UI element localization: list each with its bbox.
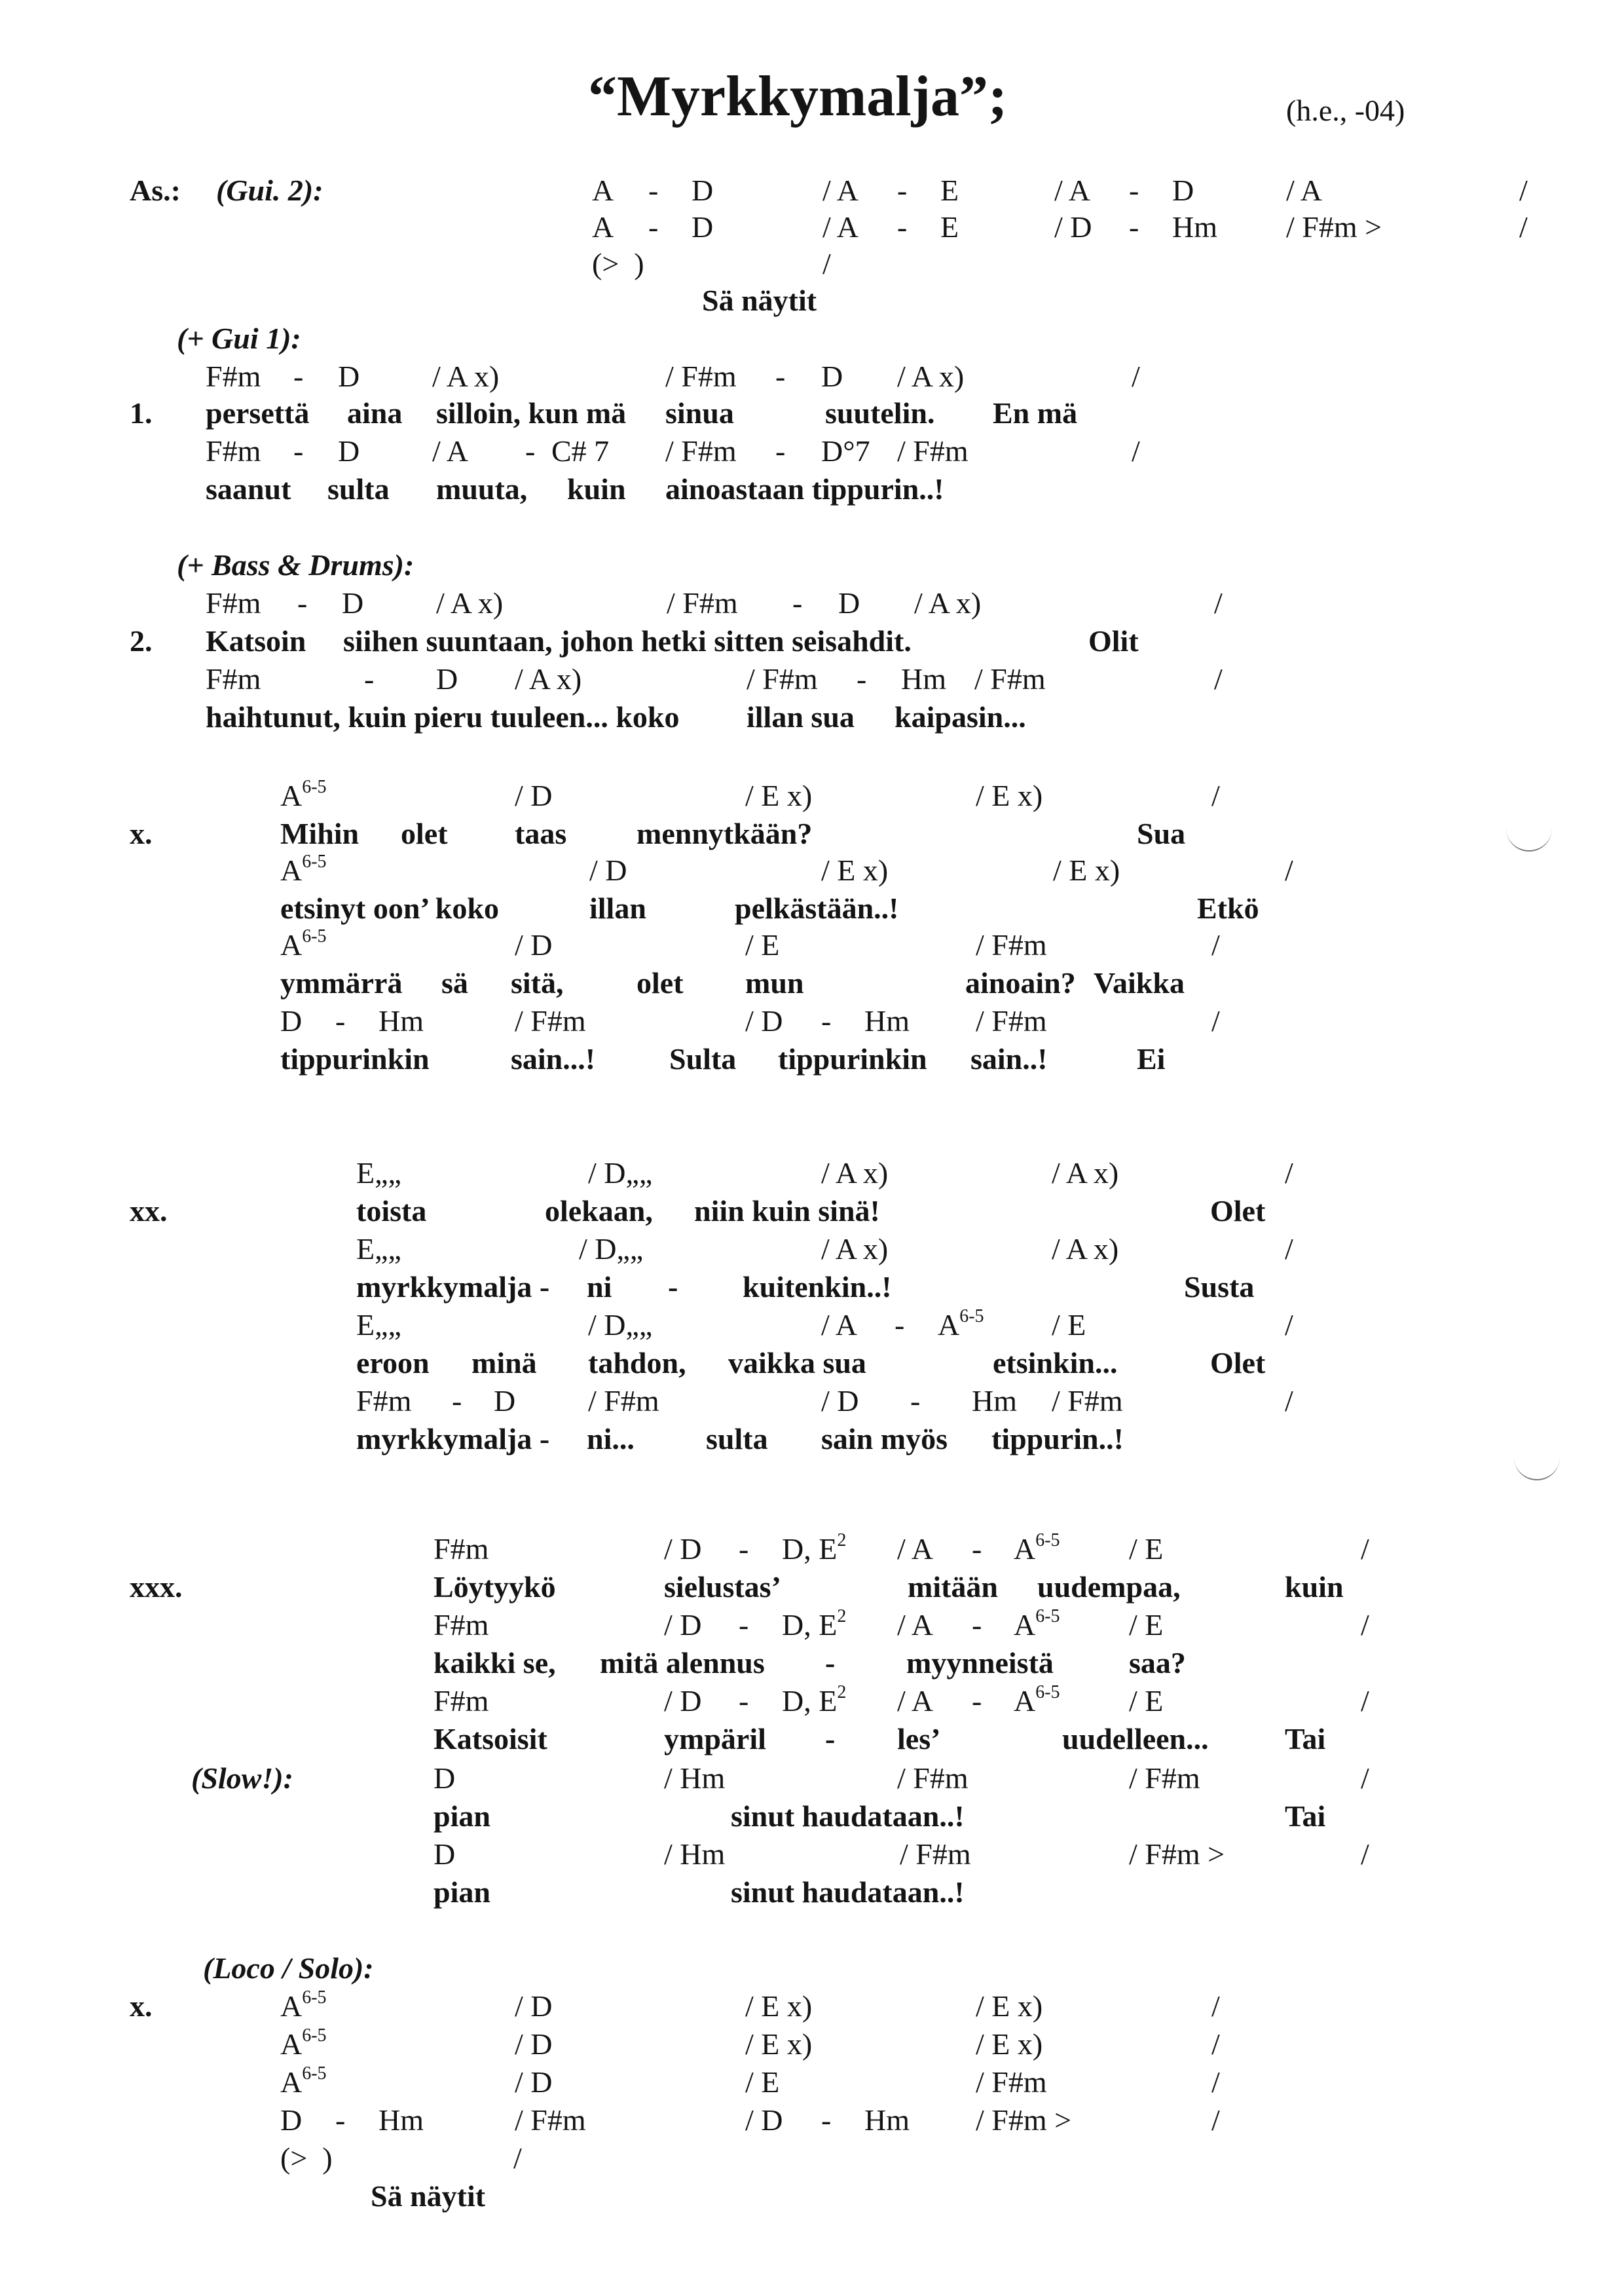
chord: / F#m xyxy=(976,928,1047,962)
lyric: kuin xyxy=(1285,1570,1344,1604)
lyric: sain..! xyxy=(970,1042,1048,1076)
chord: / A xyxy=(897,1532,933,1566)
chord: Hm xyxy=(864,1004,910,1038)
lyric: myynneistä xyxy=(906,1646,1054,1680)
chord: / E xyxy=(1129,1684,1164,1718)
lyric: tippurin..! xyxy=(991,1422,1124,1455)
chord-dash: - xyxy=(910,1384,921,1417)
chord: C# 7 xyxy=(551,434,610,468)
chord: / D xyxy=(1054,210,1092,244)
chord: Hm xyxy=(901,662,946,696)
punch-hole-mark xyxy=(1514,1453,1560,1480)
chord: / F#m xyxy=(665,360,737,393)
lyric: sitä, xyxy=(511,966,564,1000)
lyric: olekaan, xyxy=(545,1194,653,1228)
chord: / F#m xyxy=(1129,1761,1200,1795)
chord: / A x) xyxy=(436,586,504,620)
lyric: saanut xyxy=(206,472,291,506)
lyric: ainoain? xyxy=(965,966,1076,1000)
lyric: les’ xyxy=(897,1722,941,1755)
bar-line: / xyxy=(1285,854,1293,887)
chord: (> ) xyxy=(592,247,644,280)
chord: D xyxy=(821,360,843,393)
chord: / A xyxy=(822,174,858,207)
chord: / E x) xyxy=(976,1989,1043,2023)
chord-a6-5: $A^{6-5}$ xyxy=(1014,1682,1060,1718)
chord: / F#m xyxy=(897,1761,969,1795)
chord: D xyxy=(342,586,364,620)
bar-line: / xyxy=(1211,779,1220,812)
lyric: pian xyxy=(434,1875,490,1909)
chord: D xyxy=(434,1837,456,1871)
lyric: Olet xyxy=(1210,1346,1266,1380)
bar-line: / xyxy=(1211,1004,1220,1038)
chord: / F#m xyxy=(747,662,818,696)
chord-dash: - xyxy=(897,210,908,244)
chord: F#m xyxy=(434,1608,489,1642)
chord-dash: - xyxy=(792,586,803,620)
punch-hole-mark xyxy=(1506,824,1552,852)
chord: / D xyxy=(745,1004,783,1038)
chord: / D xyxy=(515,928,553,962)
lyric: Susta xyxy=(1184,1270,1255,1304)
chord-dash: - xyxy=(364,662,375,696)
intro-label: As.: xyxy=(130,174,181,207)
chord: / F#m xyxy=(588,1384,659,1417)
lyric: uudelleen... xyxy=(1062,1722,1209,1755)
lyric: - xyxy=(825,1646,836,1680)
chord-d-e2: D, $E^2$ xyxy=(782,1530,847,1566)
lyric: myrkkymalja - xyxy=(356,1270,550,1304)
chord: / F#m xyxy=(1052,1384,1123,1417)
chord-a6-5: $A^{6-5}$ xyxy=(280,2025,327,2061)
chord: F#m xyxy=(434,1684,489,1718)
lyric: En mä xyxy=(993,396,1078,430)
chord: D xyxy=(494,1384,516,1417)
lyric: niin kuin sinä! xyxy=(694,1194,880,1228)
chord: / D xyxy=(515,1989,553,2023)
chord: / F#m > xyxy=(1129,1837,1225,1871)
chord: / A x) xyxy=(914,586,982,620)
chord-a6-5: $A^{6-5}$ xyxy=(280,926,327,962)
chord: / D xyxy=(515,779,553,812)
chord: / A xyxy=(432,434,468,468)
chord: / Hm xyxy=(664,1761,726,1795)
chord-dash: - xyxy=(1129,174,1139,207)
chord: / A x) xyxy=(1052,1156,1119,1190)
lyric: olet xyxy=(637,966,684,1000)
chord-dash: - xyxy=(775,434,786,468)
chord: D xyxy=(280,2103,303,2137)
chord-d-e2: D, $E^2$ xyxy=(782,1606,847,1642)
chord: / Hm xyxy=(664,1837,726,1871)
lyric: persettä xyxy=(206,396,310,430)
chord-dash: - xyxy=(335,2103,346,2137)
chord-dash: - xyxy=(1129,210,1139,244)
intro-pickup-lyric: Sä näytit xyxy=(702,284,817,317)
chord: / D xyxy=(664,1684,702,1718)
lyric: kaikki se, xyxy=(434,1646,556,1680)
chord: / F#m xyxy=(665,434,737,468)
lyric: suutelin. xyxy=(825,396,935,430)
chord-dash: - xyxy=(972,1684,982,1718)
chord: / A xyxy=(1054,174,1090,207)
chord-dash: - xyxy=(895,1308,905,1342)
lyric: sain...! xyxy=(511,1042,596,1076)
chord-dash: - xyxy=(335,1004,346,1038)
lyric: etsinkin... xyxy=(993,1346,1118,1380)
bar-line: / xyxy=(1211,2065,1220,2099)
chord: / F#m > xyxy=(1286,210,1382,244)
chord-a6-5: $A^{6-5}$ xyxy=(1014,1530,1060,1566)
chord: / F#m xyxy=(974,662,1046,696)
chord: D xyxy=(1172,174,1194,207)
chord: E xyxy=(940,210,959,244)
verse2-number: 2. xyxy=(130,624,153,658)
chord-dash: - xyxy=(648,210,659,244)
chord: D xyxy=(436,662,458,696)
chord: E„„ xyxy=(356,1156,401,1190)
bar-line: / xyxy=(513,2141,522,2175)
chord: / E x) xyxy=(1053,854,1120,887)
chord: F#m xyxy=(206,586,261,620)
chord: / E xyxy=(745,2065,780,2099)
bar-line: / xyxy=(1132,434,1140,468)
chord: / A xyxy=(822,210,858,244)
chord-dash: - xyxy=(293,434,304,468)
lyric: toista xyxy=(356,1194,427,1228)
chord: D xyxy=(338,434,360,468)
chord-dash: - xyxy=(775,360,786,393)
chord: / A xyxy=(897,1608,933,1642)
chord: / A x) xyxy=(897,360,965,393)
chord: / A xyxy=(821,1308,857,1342)
lyric: tippurinkin xyxy=(280,1042,430,1076)
chord-dash: - xyxy=(297,586,308,620)
chord: / E xyxy=(1129,1608,1164,1642)
bar-line: / xyxy=(1361,1761,1369,1795)
lyric: Etkö xyxy=(1197,892,1259,925)
chord: / E x) xyxy=(745,1989,813,2023)
chord-dash: - xyxy=(739,1684,749,1718)
lyric: mennytkään? xyxy=(637,817,813,850)
chord: / A x) xyxy=(821,1156,889,1190)
verse1-number: 1. xyxy=(130,396,153,430)
chord: A xyxy=(592,174,614,207)
chord: / F#m xyxy=(667,586,738,620)
chord: / E xyxy=(1129,1532,1164,1566)
lyric: Vaikka xyxy=(1094,966,1185,1000)
solo-pickup-lyric: Sä näytit xyxy=(371,2179,486,2213)
lyric: vaikka sua xyxy=(728,1346,866,1380)
chord: F#m xyxy=(206,662,261,696)
chord-dash: - xyxy=(452,1384,462,1417)
chord-a6-5: $A^{6-5}$ xyxy=(1014,1606,1060,1642)
chord: / F#m xyxy=(515,1004,586,1038)
chord: F#m xyxy=(356,1384,412,1417)
chord: / F#m > xyxy=(976,2103,1072,2137)
chord: F#m xyxy=(434,1532,489,1566)
lyric: Tai xyxy=(1285,1722,1326,1755)
lyric: silloin, kun mä xyxy=(436,396,627,430)
bar-line: / xyxy=(1211,1989,1220,2023)
lyric: mun xyxy=(745,966,804,1000)
chord-a6-5: $A^{6-5}$ xyxy=(280,852,327,887)
lyric: sain myös xyxy=(821,1422,948,1455)
bar-line: / xyxy=(1519,174,1528,207)
lyric: siihen suuntaan, johon hetki sitten seisahdit. xyxy=(343,624,912,658)
chord-dash: - xyxy=(648,174,659,207)
lyric: Tai xyxy=(1285,1799,1326,1833)
chord: D xyxy=(280,1004,303,1038)
lyric: Löytyykö xyxy=(434,1570,556,1604)
chord: / E x) xyxy=(976,2027,1043,2061)
lyric: Olet xyxy=(1210,1194,1266,1228)
bar-line: / xyxy=(1361,1837,1369,1871)
lyric: olet xyxy=(401,817,448,850)
chord: / F#m xyxy=(976,1004,1047,1038)
lyric: uudempaa, xyxy=(1037,1570,1181,1604)
chord-dash: - xyxy=(972,1532,982,1566)
chord: / D„„ xyxy=(588,1156,653,1190)
chord: D xyxy=(338,360,360,393)
chord: / A x) xyxy=(515,662,582,696)
bridge-number: xxx. xyxy=(130,1570,183,1604)
chord-a6-5: $A^{6-5}$ xyxy=(280,1987,327,2023)
chord: F#m xyxy=(206,360,261,393)
chord: Hm xyxy=(378,1004,424,1038)
lyric: illan sua xyxy=(747,700,855,734)
chord-dash: - xyxy=(739,1532,749,1566)
chord-d-e2: D, $E^2$ xyxy=(782,1682,847,1718)
chord: D xyxy=(838,586,860,620)
chord: / E xyxy=(1052,1308,1086,1342)
lyric: sielustas’ xyxy=(664,1570,781,1604)
chord: E„„ xyxy=(356,1308,401,1342)
lyric: haihtunut, kuin pieru tuuleen... koko xyxy=(206,700,680,734)
chord: F#m xyxy=(206,434,261,468)
lyric: mitään xyxy=(908,1570,998,1604)
lyric: kaipasin... xyxy=(895,700,1026,734)
chord-dash: - xyxy=(739,1608,749,1642)
lyric: mitä alennus xyxy=(600,1646,765,1680)
lyric: - xyxy=(668,1270,678,1304)
chord: / D xyxy=(515,2027,553,2061)
chord: / F#m xyxy=(515,2103,586,2137)
bar-line: / xyxy=(1285,1156,1293,1190)
chord-dash: - xyxy=(821,2103,832,2137)
lyric: muuta, xyxy=(436,472,528,506)
lyric: Ei xyxy=(1137,1042,1166,1076)
chord-dash: - xyxy=(897,174,908,207)
chord: D°7 xyxy=(821,434,870,468)
solo-part-label: (Loco / Solo): xyxy=(203,1951,374,1985)
chord-dash: - xyxy=(821,1004,832,1038)
chord: E xyxy=(940,174,959,207)
chord-dash: - xyxy=(857,662,867,696)
author-date: (h.e., -04) xyxy=(1286,94,1405,127)
lyric: sinut haudataan..! xyxy=(731,1875,965,1909)
chord: / E x) xyxy=(745,2027,813,2061)
chord: / D„„ xyxy=(579,1232,644,1266)
lyric: saa? xyxy=(1129,1646,1186,1680)
chord: / D xyxy=(589,854,627,887)
chord: Hm xyxy=(864,2103,910,2137)
chord: / D xyxy=(821,1384,859,1417)
chord: / A x) xyxy=(821,1232,889,1266)
chord: D xyxy=(692,210,714,244)
chord-a6-5: $A^{6-5}$ xyxy=(938,1306,984,1342)
bar-line: / xyxy=(1211,2103,1220,2137)
bar-line: / xyxy=(1519,210,1528,244)
bar-line: / xyxy=(1132,360,1140,393)
lyric: kuitenkin..! xyxy=(743,1270,892,1304)
chord: D xyxy=(434,1761,456,1795)
solo-number: x. xyxy=(130,1989,153,2023)
lyric: ainoastaan tippurin..! xyxy=(665,472,944,506)
chord: / D xyxy=(664,1608,702,1642)
lyric: aina xyxy=(347,396,403,430)
chord: E„„ xyxy=(356,1232,401,1266)
chord: Hm xyxy=(1172,210,1217,244)
lyric: Sua xyxy=(1137,817,1186,850)
lyric: tahdon, xyxy=(588,1346,686,1380)
chorus-xx-number: xx. xyxy=(130,1194,168,1228)
chord: / D„„ xyxy=(588,1308,653,1342)
lyric: sinut haudataan..! xyxy=(731,1799,965,1833)
chord: / F#m xyxy=(900,1837,971,1871)
lyric: sinua xyxy=(665,396,734,430)
lyric: ni xyxy=(587,1270,612,1304)
bar-line: / xyxy=(1285,1308,1293,1342)
lyric: ympäril xyxy=(664,1722,766,1755)
verse2-part-label: (+ Bass & Drums): xyxy=(177,548,415,582)
chord-dash: - xyxy=(525,434,536,468)
bar-line: / xyxy=(1285,1232,1293,1266)
chord: / F#m xyxy=(976,2065,1047,2099)
chorus-x-number: x. xyxy=(130,817,153,850)
chord-a6-5: $A^{6-5}$ xyxy=(280,2063,327,2099)
lyric: - xyxy=(825,1722,836,1755)
bar-line: / xyxy=(1285,1384,1293,1417)
lyric: tippurinkin xyxy=(778,1042,927,1076)
chord: / A xyxy=(897,1684,933,1718)
bar-line: / xyxy=(1211,2027,1220,2061)
lyric: sulta xyxy=(327,472,390,506)
chord: / A x) xyxy=(432,360,500,393)
chord: (> ) xyxy=(280,2141,333,2175)
page-title: “Myrkkymalja”; xyxy=(588,65,1008,128)
lyric: myrkkymalja - xyxy=(356,1422,550,1455)
intro-part-label: (Gui. 2): xyxy=(216,174,323,207)
chord: / F#m xyxy=(897,434,969,468)
bar-line: / xyxy=(1361,1684,1369,1718)
chord: / D xyxy=(745,2103,783,2137)
bar-line: / xyxy=(1361,1532,1369,1566)
lyric: pian xyxy=(434,1799,490,1833)
lyric: etsinyt oon’ koko xyxy=(280,892,499,925)
chord: / D xyxy=(664,1532,702,1566)
chord: / E x) xyxy=(745,779,813,812)
lyric: Mihin xyxy=(280,817,360,850)
lyric: minä xyxy=(471,1346,537,1380)
bar-line: / xyxy=(1214,586,1223,620)
chord: / D xyxy=(515,2065,553,2099)
chord-dash: - xyxy=(972,1608,982,1642)
lyric: taas xyxy=(515,817,567,850)
chord: Hm xyxy=(972,1384,1017,1417)
lyric: ni... xyxy=(587,1422,635,1455)
chord: / A x) xyxy=(1052,1232,1119,1266)
lyric: ymmärrä xyxy=(280,966,403,1000)
bar-line: / xyxy=(822,247,831,280)
chord: A xyxy=(592,210,614,244)
chord: / E x) xyxy=(821,854,889,887)
lyric: pelkästään..! xyxy=(735,892,899,925)
lyric: Katsoisit xyxy=(434,1722,547,1755)
lyric: sulta xyxy=(706,1422,768,1455)
bar-line: / xyxy=(1214,662,1223,696)
chord: / E xyxy=(745,928,780,962)
lyric: illan xyxy=(589,892,646,925)
chord-a6-5: $A^{6-5}$ xyxy=(280,777,327,812)
chord: D xyxy=(692,174,714,207)
bar-line: / xyxy=(1361,1608,1369,1642)
lyric: Katsoin xyxy=(206,624,306,658)
bar-line: / xyxy=(1211,928,1220,962)
chord: Hm xyxy=(378,2103,424,2137)
chord: / E x) xyxy=(976,779,1043,812)
chord-dash: - xyxy=(293,360,304,393)
lyric: eroon xyxy=(356,1346,430,1380)
lyric: Sulta xyxy=(669,1042,737,1076)
slow-label: (Slow!): xyxy=(191,1761,293,1795)
lyric: sä xyxy=(441,966,468,1000)
verse1-part-label: (+ Gui 1): xyxy=(177,322,301,355)
lyric: kuin xyxy=(567,472,626,506)
lyric: Olit xyxy=(1088,624,1139,658)
chord: / A xyxy=(1286,174,1322,207)
